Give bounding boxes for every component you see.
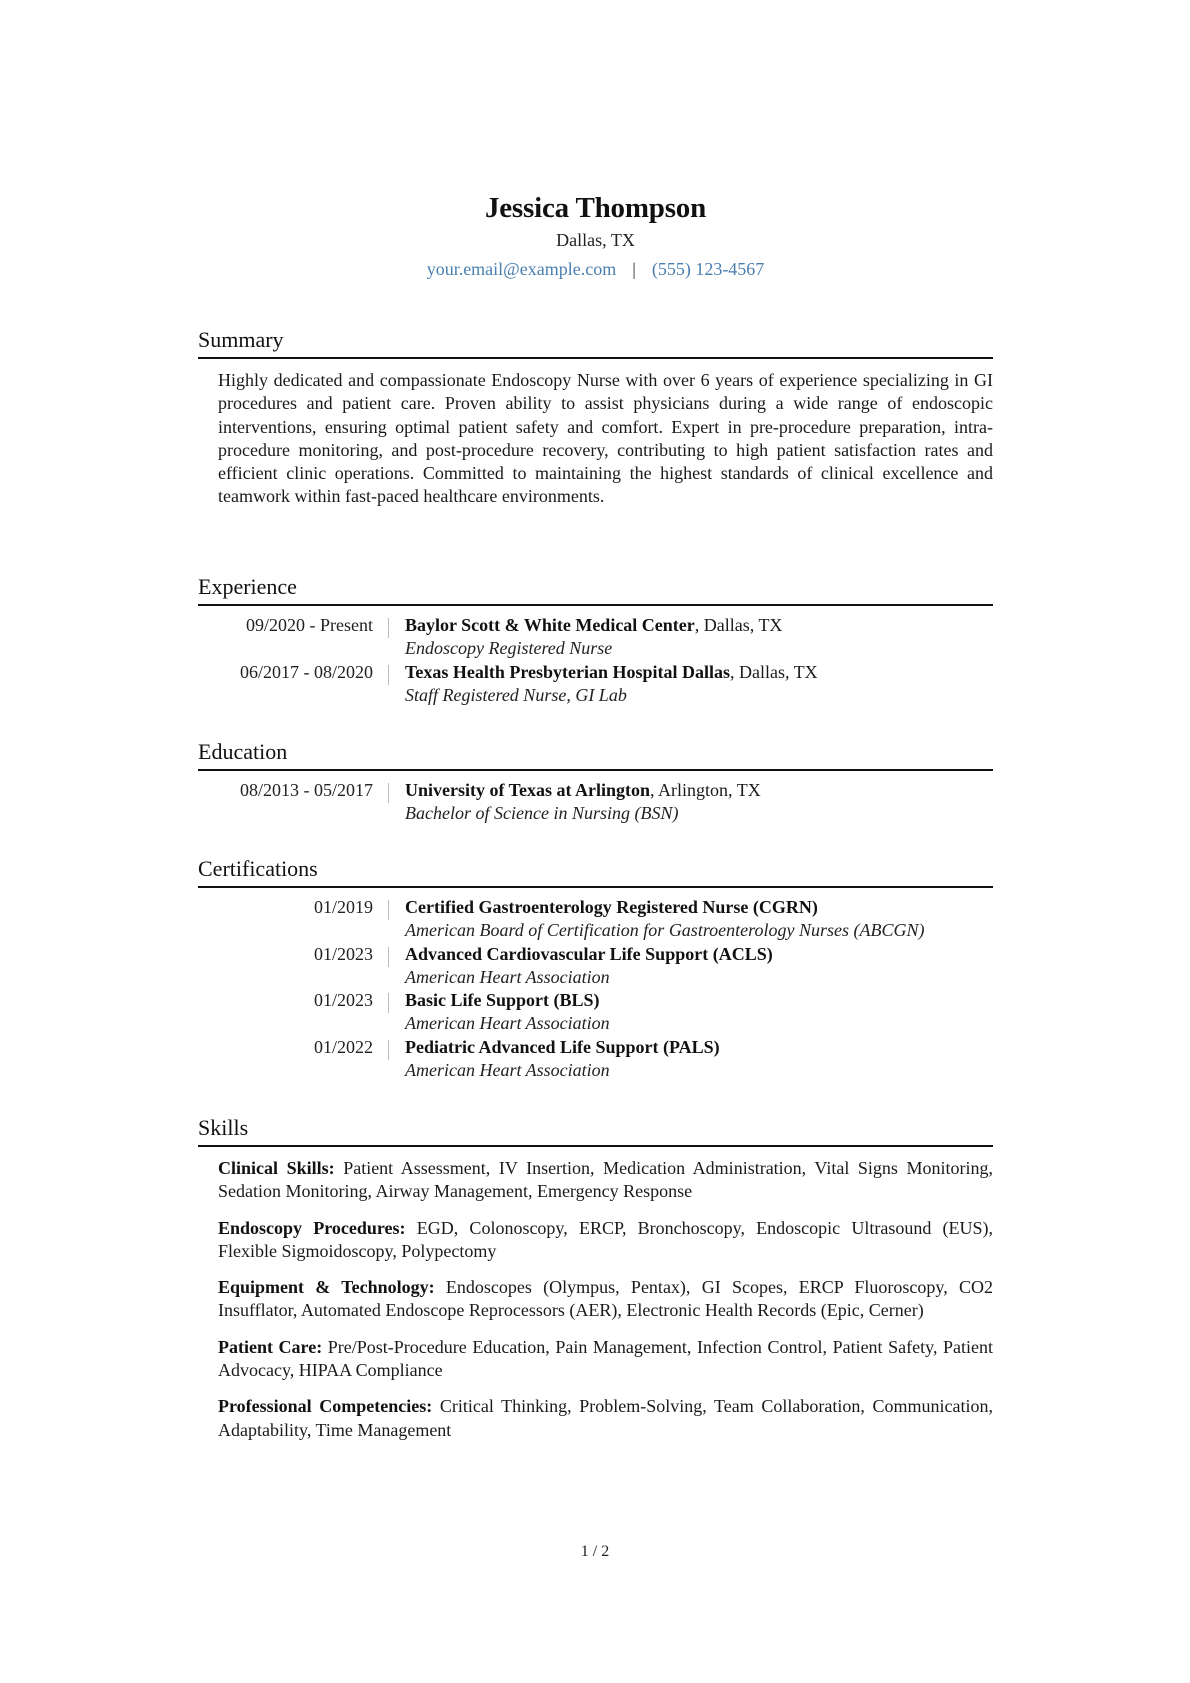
education-section [198, 738, 993, 826]
certification-issuer: American Board of Certification for Gastroenterology Nurses (ABCGN) [405, 920, 925, 941]
page-number: 1 / 2 [580, 1543, 610, 1560]
entry-organization: Baylor Scott & White Medical Center [405, 615, 695, 635]
skill-group [218, 1336, 993, 1383]
candidate-name: Jessica Thompson [484, 192, 707, 224]
entry-organization: Texas Health Presbyterian Hospital Dallas [405, 661, 731, 682]
skills-list [218, 1157, 993, 1442]
entry-date: 01/2023 [313, 943, 373, 964]
entry-date: 01/2023 [313, 990, 373, 1011]
certification-entry [198, 1036, 993, 1083]
skill-group-value: Critical Thinking, Problem-Solving, Team Collaboration, Communication, Adaptability, Time Management [218, 1396, 993, 1440]
experience-entry [198, 614, 993, 661]
experience-section [198, 573, 993, 707]
certification-entry [198, 943, 993, 990]
skill-group-label: Professional Competencies: [218, 1396, 433, 1417]
entry-location: , Arlington, TX [650, 780, 761, 800]
education-list [198, 779, 993, 826]
certification-name: Pediatric Advanced Life Support (PALS) [405, 1036, 720, 1057]
skill-group-label: Endoscopy Procedures: [218, 1217, 406, 1238]
skill-group [218, 1217, 993, 1264]
skill-group [218, 1276, 993, 1323]
entry-location: , Dallas, TX [730, 661, 818, 682]
skill-group-label: Patient Care: [218, 1336, 323, 1357]
contact-line [198, 256, 993, 282]
entry-role: Staff Registered Nurse, GI Lab [405, 684, 627, 705]
section-title-skills: Skills [198, 1114, 993, 1147]
phone-link[interactable]: (555) 123-4567 [651, 259, 765, 279]
skill-group [218, 1395, 993, 1442]
summary-section [198, 326, 993, 509]
skill-group-label: Clinical Skills: [218, 1158, 335, 1178]
certification-entry [198, 989, 993, 1036]
resume-header [198, 190, 993, 282]
email-link[interactable]: your.email@example.com [426, 259, 617, 279]
certification-name: Advanced Cardiovascular Life Support (ACLS) [405, 943, 773, 964]
experience-list [198, 614, 993, 707]
certification-name: Certified Gastroenterology Registered Nurse (CGRN) [405, 897, 818, 917]
skill-group-value: Patient Assessment, IV Insertion, Medication Administration, Vital Signs Monitoring, Sedation Monitoring, Airway Management, Emergency Response [218, 1158, 994, 1202]
certifications-list [198, 896, 993, 1082]
certification-name: Basic Life Support (BLS) [405, 990, 600, 1011]
experience-entry [198, 661, 993, 708]
section-title-education: Education [198, 738, 993, 771]
section-title-summary: Summary [198, 326, 993, 359]
section-title-experience: Experience [198, 573, 993, 606]
skill-group-value: Pre/Post-Procedure Education, Pain Management, Infection Control, Patient Safety, Patient Advocacy, HIPAA Compliance [218, 1336, 994, 1381]
skills-section [198, 1114, 993, 1455]
skill-group-value: Endoscopes (Olympus, Pentax), GI Scopes, ERCP Fluoroscopy, CO2 Insufflator, Automated Endoscope Reprocessors (AER), Electronic Health Records (Epic, Cerner) [218, 1277, 993, 1321]
contact-separator: | [632, 259, 636, 279]
entry-date: 09/2020 - Present [246, 615, 373, 635]
candidate-location: Dallas, TX [556, 230, 635, 250]
certification-entry [198, 896, 993, 943]
entry-date: 06/2017 - 08/2020 [240, 661, 373, 682]
certification-issuer: American Heart Association [405, 1060, 610, 1081]
section-title-certifications: Certifications [198, 855, 993, 888]
summary-text: Highly dedicated and compassionate Endoscopy Nurse with over 6 years of experience specializing in GI procedures and patient care. Proven ability to assist physicians during a wide range of endoscopic interventions, ensuring optimal patient safety and comfort. Expert in pre-procedure preparation, intra-procedure monitoring, and post-procedure recovery, contributing to high patient satisfaction rates and efficient clinic operations. Committed to maintaining the highest standards of clinical excellence and teamwork within fast-paced healthcare environments. [218, 370, 993, 507]
entry-date: 01/2022 [313, 1036, 373, 1057]
certifications-section [198, 855, 993, 1082]
entry-organization: University of Texas at Arlington [405, 780, 651, 800]
skill-group-label: Equipment & Technology: [218, 1277, 435, 1298]
skill-group-value: EGD, Colonoscopy, ERCP, Bronchoscopy, Endoscopic Ultrasound (EUS), Flexible Sigmoidoscopy, Polypectomy [218, 1217, 994, 1261]
certification-issuer: American Heart Association [405, 1013, 610, 1034]
entry-date: 01/2019 [313, 897, 373, 917]
entry-role: Endoscopy Registered Nurse [405, 638, 613, 659]
skill-group [218, 1157, 993, 1204]
entry-date: 08/2013 - 05/2017 [240, 780, 373, 800]
entry-location: , Dallas, TX [694, 615, 783, 635]
certification-issuer: American Heart Association [405, 966, 610, 987]
entry-degree: Bachelor of Science in Nursing (BSN) [405, 803, 679, 824]
education-entry [198, 779, 993, 826]
